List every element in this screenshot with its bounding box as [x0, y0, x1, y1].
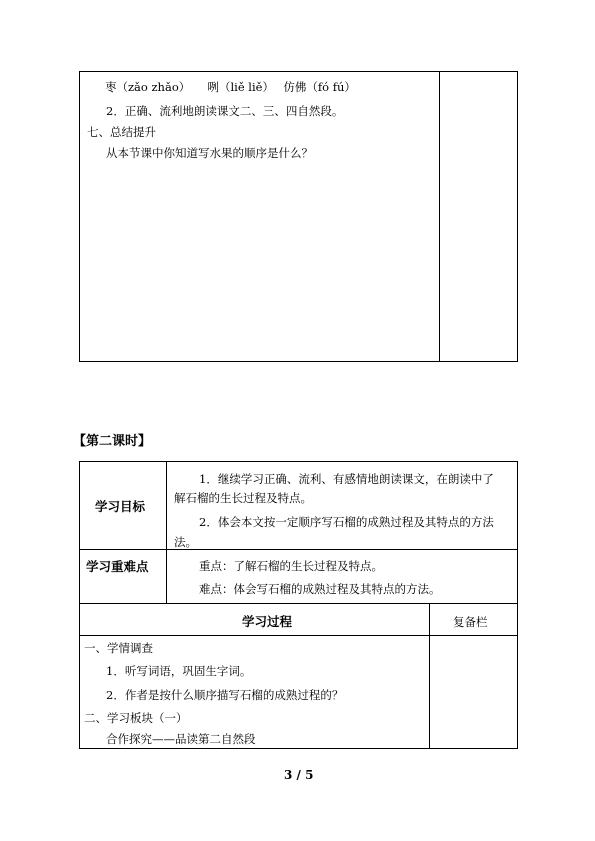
process-heading-2: 二、学习板块（一） — [84, 711, 188, 725]
goal-line-1: 1．继续学习正确、流利、有感情地朗读课文，在朗读中了 — [199, 472, 494, 486]
row-separator-1 — [79, 549, 518, 550]
process-item-2: 2．作者是按什么顺序描写石榴的成熟过程的？ — [106, 688, 344, 702]
goal-line-2: 解石榴的生长过程及特点。 — [174, 491, 312, 505]
row-separator-3 — [79, 635, 518, 636]
row-separator-2 — [79, 603, 518, 604]
summary-question: 从本节课中你知道写水果的顺序是什么？ — [106, 146, 313, 160]
table1-column-divider — [439, 71, 440, 362]
goal-line-4: 法。 — [174, 535, 197, 549]
page-number: 3 / 5 — [284, 768, 314, 782]
goals-label: 学习目标 — [95, 499, 146, 514]
difficulty-label: 学习重难点 — [86, 559, 149, 574]
notes-label: 复备栏 — [453, 615, 488, 629]
process-item-3: 合作探究——品读第二自然段 — [106, 732, 256, 746]
notes-column-divider — [429, 603, 430, 749]
goal-line-3: 2．体会本文按一定顺序写石榴的成熟过程及其特点的方法 — [199, 515, 494, 529]
process-item-1: 1．听写词语，巩固生字词。 — [106, 664, 252, 678]
section-title: 【第二课时】 — [73, 434, 152, 449]
pinyin-line: 枣（zǎo zhǎo） 咧（liě liě） 仿佛（fó fú） — [105, 80, 356, 94]
key-point: 重点：了解石榴的生长过程及特点。 — [199, 559, 383, 573]
difficult-point: 难点：体会写石榴的成熟过程及其特点的方法。 — [199, 582, 441, 596]
summary-heading: 七、总结提升 — [87, 125, 156, 139]
reading-task: 2．正确、流利地朗读课文二、三、四自然段。 — [106, 104, 344, 118]
process-label: 学习过程 — [242, 614, 293, 629]
label-column-divider — [166, 461, 167, 603]
process-heading-1: 一、学情调查 — [84, 641, 153, 655]
